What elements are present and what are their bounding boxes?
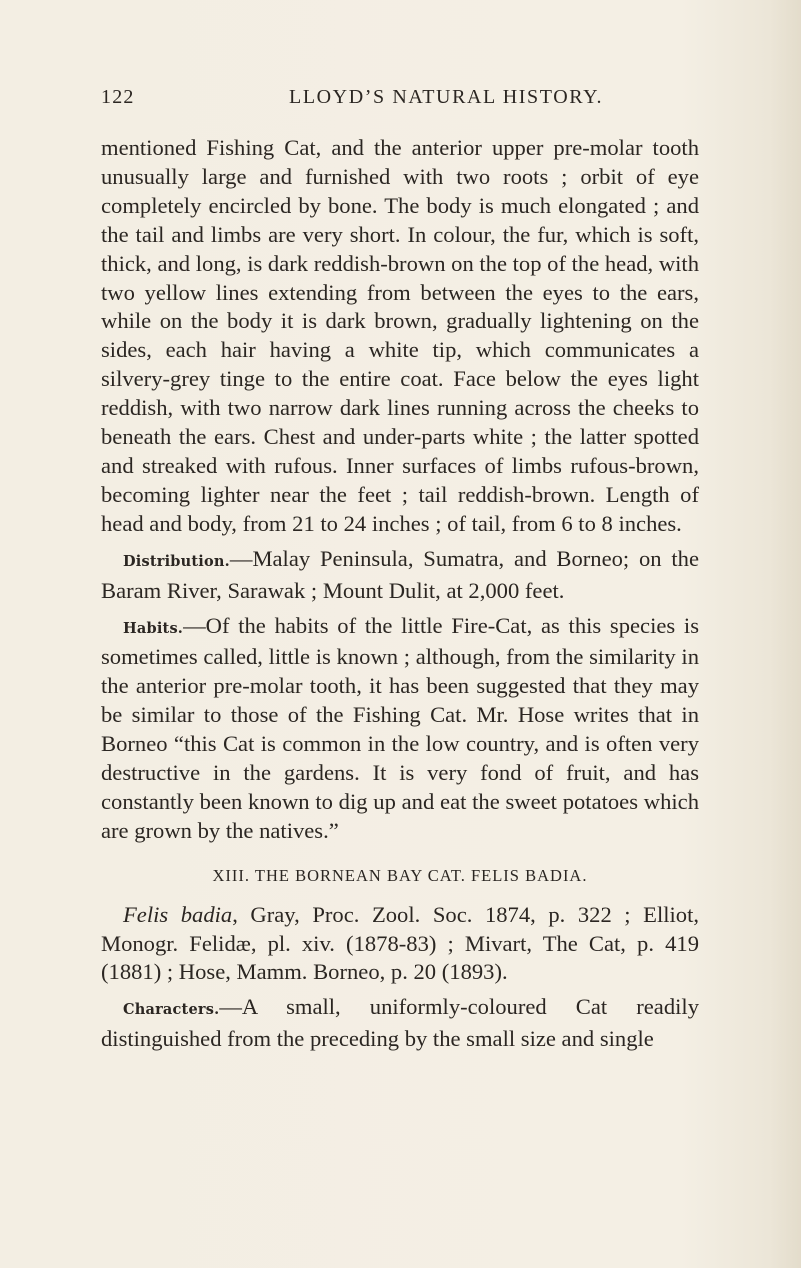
characters-paragraph xyxy=(101,993,699,1054)
description-paragraph: mentioned Fishing Cat, and the anterior upper pre-molar tooth unusually large and furnished with two roots ; orbit of eye completely encircled by bone. The body is much elongated ; and the tail and limbs are very short. In colour, the fur, which is soft, thick, and long, is dark reddish-brown on the top of the head, with two yellow lines extending from between the eyes to the ears, while on the body it is dark brown, gradually lightening on the sides, each hair having a white tip, which communicates a silvery-grey tinge to the entire coat. Face below the eyes light reddish, with two narrow dark lines running across the cheeks to beneath the ears. Chest and under-parts white ; the latter spotted and streaked with rufous. Inner surfaces of limbs rufous-brown, becoming lighter near the feet ; tail reddish-brown. Length of head and body, from 21 to 24 inches ; of tail, from 6 to 8 inches. xyxy=(101,135,699,536)
running-head xyxy=(101,86,697,110)
habits-label: Habits. xyxy=(123,619,184,637)
habits-text: —Of the habits of the little Fire-Cat, as this species is sometimes called, little is known ; although, from the similarity in the anterior pre-molar tooth, it has been suggested that they may be similar to those of the Fishing Cat. Mr. Hose writes that in Borneo “this Cat is common in the low country, and is often very destructive in the gardens. It is very fond of fruit, and has constantly been known to dig up and eat the sweet potatoes which are grown by the natives.” xyxy=(101,612,699,843)
synonymy-name: Felis badia xyxy=(123,901,233,927)
distribution-label: Distribution. xyxy=(123,552,230,570)
running-title: LLOYD’S NATURAL HISTORY. xyxy=(289,86,604,108)
section-heading: XIII. THE BORNEAN BAY CAT. FELIS BADIA. xyxy=(212,865,588,885)
page-number: 122 xyxy=(101,86,135,108)
text-block xyxy=(101,134,699,1054)
distribution-text: —Malay Peninsula, Sumatra, and Borneo; on the Baram River, Sarawak ; Mount Dulit, at 2,000 feet. xyxy=(101,545,699,603)
habits-paragraph xyxy=(101,612,699,846)
synonymy-text: , Gray, Proc. Zool. Soc. 1874, p. 322 ; Elliot, Monogr. Felidæ, pl. xiv. (1878-83) ; Mivart, The Cat, p. 419 (1881) ; Hose, Mamm. Borneo, p. 20 (1893). xyxy=(101,901,700,985)
distribution-paragraph xyxy=(101,545,699,606)
characters-text: —A small, uniformly-coloured Cat readily distinguished from the preceding by the small size and single xyxy=(101,994,699,1052)
synonymy-paragraph xyxy=(101,901,699,988)
characters-label: Characters. xyxy=(123,1001,220,1019)
